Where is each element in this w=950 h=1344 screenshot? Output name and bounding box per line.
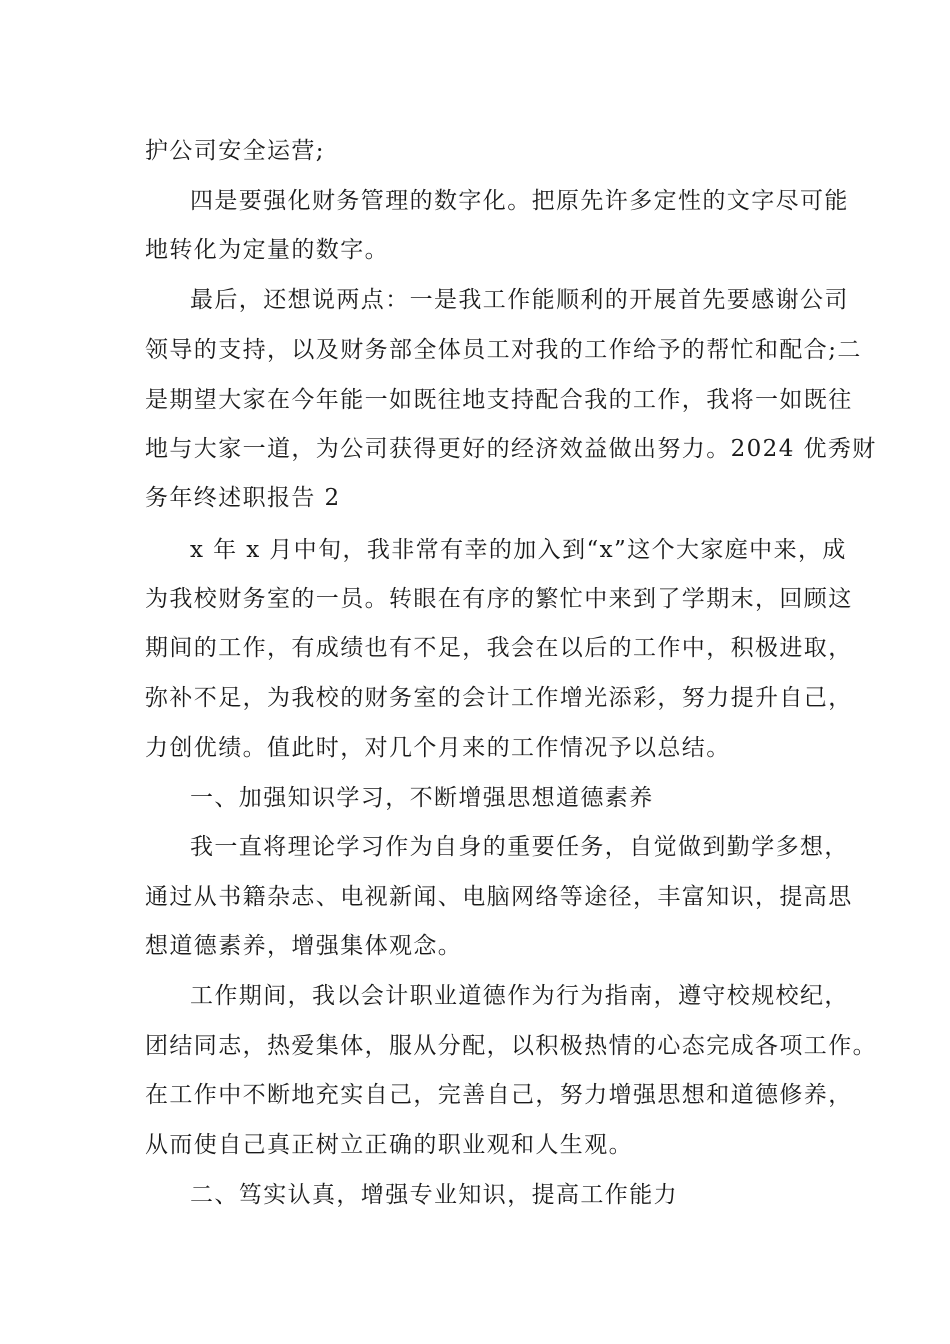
text-line: 地转化为定量的数字。	[145, 237, 389, 263]
text-line: 地与大家一道，为公司获得更好的经济效益做出努力。2024 优秀财	[145, 436, 877, 462]
text-line: 从而使自己真正树立正确的职业观和人生观。	[145, 1132, 633, 1158]
text-line: 为我校财务室的一员。转眼在有序的繁忙中来到了学期末，回顾这	[145, 586, 853, 612]
text-line: 力创优绩。值此时，对几个月来的工作情况予以总结。	[145, 735, 731, 761]
text-line: 在工作中不断地充实自己，完善自己，努力增强思想和道德修养，	[145, 1082, 853, 1108]
text-line: 护公司安全运营;	[145, 138, 325, 164]
text-line: 弥补不足，为我校的财务室的会计工作增光添彩，努力提升自己，	[145, 685, 853, 711]
text-line: x 年 x 月中旬，我非常有幸的加入到“x”这个大家庭中来，成	[190, 537, 847, 563]
section-heading: 二、笃实认真，增强专业知识，提高工作能力	[190, 1182, 678, 1208]
section-heading: 一、加强知识学习，不断增强思想道德素养	[190, 785, 654, 811]
text-line: 期间的工作，有成绩也有不足，我会在以后的工作中，积极进取，	[145, 635, 853, 661]
text-line: 务年终述职报告 2	[145, 485, 341, 511]
text-line: 想道德素养，增强集体观念。	[145, 933, 463, 959]
text-line: 我一直将理论学习作为自身的重要任务，自觉做到勤学多想，	[190, 834, 849, 860]
text-line: 四是要强化财务管理的数字化。把原先许多定性的文字尽可能	[190, 188, 849, 214]
text-line: 最后，还想说两点：一是我工作能顺利的开展首先要感谢公司	[190, 287, 849, 313]
text-line: 工作期间，我以会计职业道德作为行为指南，遵守校规校纪，	[190, 983, 849, 1009]
text-line: 通过从书籍杂志、电视新闻、电脑网络等途径，丰富知识，提高思	[145, 884, 853, 910]
text-line: 是期望大家在今年能一如既往地支持配合我的工作，我将一如既往	[145, 387, 853, 413]
text-line: 团结同志，热爱集体，服从分配，以积极热情的心态完成各项工作。	[145, 1033, 877, 1059]
text-line: 领导的支持，以及财务部全体员工对我的工作给予的帮忙和配合;二	[145, 337, 862, 363]
